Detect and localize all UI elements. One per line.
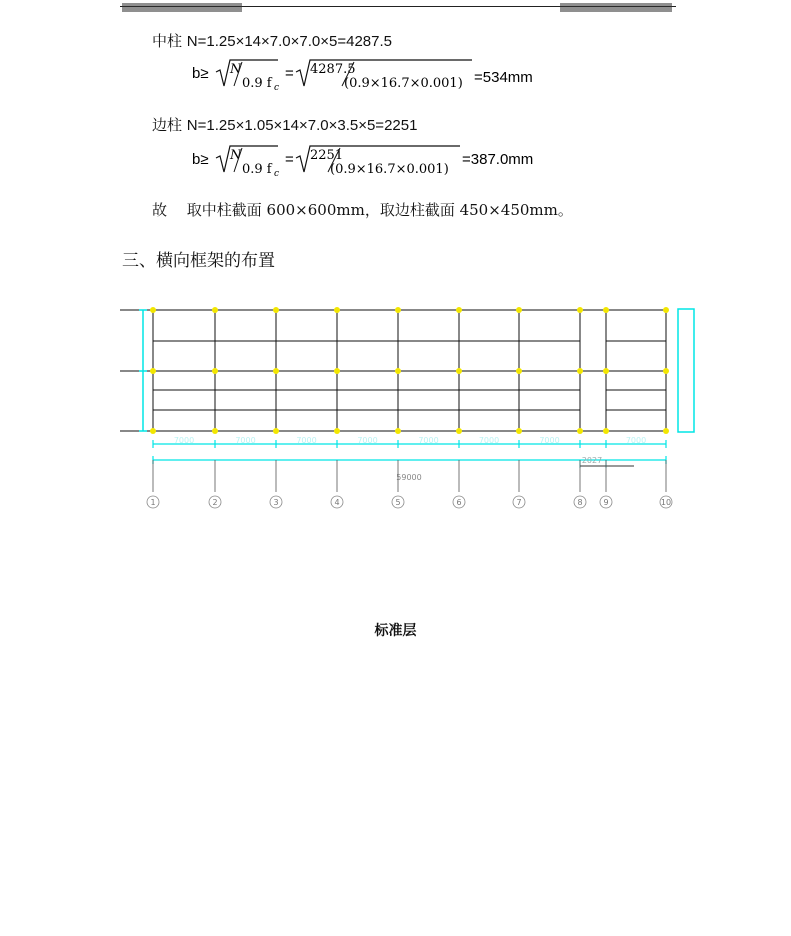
conclusion-line: 故 取中柱截面 600×600mm，取边柱截面 450×450mm。 bbox=[152, 201, 573, 219]
result: =534mm bbox=[474, 69, 533, 86]
subscript-c: c bbox=[274, 169, 280, 179]
column-marker bbox=[516, 368, 522, 374]
header-right-fragment bbox=[560, 3, 672, 12]
side-column-formula-svg bbox=[190, 142, 550, 178]
header-rule bbox=[120, 6, 676, 7]
column-marker bbox=[150, 428, 156, 434]
column-marker bbox=[212, 428, 218, 434]
axis-label: 4 bbox=[334, 498, 340, 507]
column-marker bbox=[150, 307, 156, 313]
column-marker bbox=[334, 307, 340, 313]
mid-column-line bbox=[152, 30, 392, 51]
denominator: 0.9 f bbox=[242, 76, 272, 91]
mid-column-expression: N=1.25×14×7.0×7.0×5=4287.5 bbox=[186, 33, 392, 50]
column-marker bbox=[663, 307, 669, 313]
axis-label: 10 bbox=[660, 498, 672, 507]
equals-sign: = bbox=[285, 65, 294, 82]
column-marker bbox=[516, 428, 522, 434]
subscript-c: c bbox=[274, 83, 280, 93]
column-marker bbox=[603, 307, 609, 313]
bay-dimension-label: 7000 bbox=[539, 436, 560, 445]
column-marker bbox=[212, 307, 218, 313]
column-marker bbox=[273, 428, 279, 434]
numerator-n: N bbox=[230, 148, 242, 163]
section-title: 三、横向框架的布置 bbox=[122, 251, 275, 271]
mid-column-label: 中柱 bbox=[152, 32, 183, 50]
column-marker bbox=[212, 368, 218, 374]
column-marker bbox=[334, 428, 340, 434]
axis-label: 5 bbox=[395, 498, 401, 507]
axis-label: 3 bbox=[273, 498, 279, 507]
figure-caption: 标准层 bbox=[374, 623, 417, 639]
column-marker bbox=[456, 368, 462, 374]
side-column-formula bbox=[190, 142, 550, 182]
denominator-value: (0.9×16.7×0.001) bbox=[330, 162, 449, 177]
axis-label: 7 bbox=[516, 498, 522, 507]
column-marker bbox=[516, 307, 522, 313]
column-marker bbox=[603, 428, 609, 434]
mid-column-formula bbox=[190, 56, 550, 96]
column-marker bbox=[395, 368, 401, 374]
column-marker bbox=[577, 307, 583, 313]
numerator-value: 4287.5 bbox=[310, 62, 356, 77]
column-marker bbox=[456, 428, 462, 434]
denominator: 0.9 f bbox=[242, 162, 272, 177]
bay-dimension-label: 7000 bbox=[173, 436, 195, 445]
column-marker bbox=[395, 307, 401, 313]
side-column-expression: N=1.25×1.05×14×7.0×3.5×5=2251 bbox=[186, 117, 418, 134]
result: =387.0mm bbox=[462, 151, 534, 168]
column-marker bbox=[273, 307, 279, 313]
side-column-line bbox=[152, 114, 417, 135]
column-marker bbox=[273, 368, 279, 374]
numerator-value: 2251 bbox=[310, 148, 344, 163]
axis-label: 9 bbox=[603, 498, 609, 507]
total-dimension-label: 59000 bbox=[396, 473, 422, 482]
equals-sign: = bbox=[285, 151, 294, 168]
axis-label: 6 bbox=[456, 498, 462, 507]
column-marker bbox=[577, 428, 583, 434]
header-left-fragment bbox=[122, 3, 242, 12]
bay-dimension-label: 7000 bbox=[357, 436, 378, 445]
column-marker bbox=[663, 428, 669, 434]
bay-dimension-label: 7000 bbox=[418, 436, 439, 445]
column-marker bbox=[663, 368, 669, 374]
floor-plan-drawing bbox=[118, 300, 708, 520]
bay-dimension-label: 7000 bbox=[296, 436, 317, 445]
bay-dimension-label: 7000 bbox=[478, 436, 500, 445]
bay-dimension-label: 7000 bbox=[235, 436, 256, 445]
axis-label: 8 bbox=[577, 498, 583, 507]
b-label: b≥ bbox=[192, 151, 209, 168]
narrow-bay-label: 2027 bbox=[581, 456, 603, 465]
column-marker bbox=[334, 368, 340, 374]
axis-label: 2 bbox=[212, 498, 218, 507]
column-marker bbox=[603, 368, 609, 374]
right-dimension-box bbox=[678, 309, 694, 432]
column-marker bbox=[456, 307, 462, 313]
side-column-label: 边柱 bbox=[152, 116, 183, 134]
numerator-n: N bbox=[230, 62, 242, 77]
axis-label: 1 bbox=[150, 498, 156, 507]
mid-column-formula-svg bbox=[190, 56, 550, 92]
column-marker bbox=[577, 368, 583, 374]
bay-dimension-label: 7000 bbox=[625, 436, 647, 445]
b-label: b≥ bbox=[192, 65, 209, 82]
column-marker bbox=[150, 368, 156, 374]
denominator-value: (0.9×16.7×0.001) bbox=[344, 76, 463, 91]
column-marker bbox=[395, 428, 401, 434]
